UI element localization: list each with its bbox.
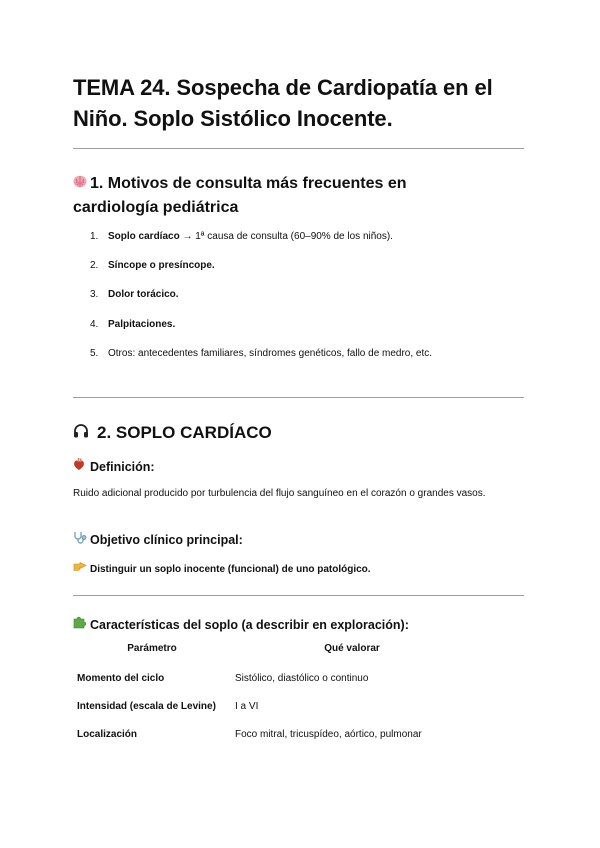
puzzle-piece-icon [73, 615, 90, 633]
table-row [73, 691, 473, 719]
page-title: TEMA 24. Sospecha de Cardiopatía en el Niño. Soplo Sistólico Inocente. [73, 75, 493, 131]
characteristics-table [73, 638, 473, 747]
reasons-list [90, 230, 432, 376]
headphones-icon [73, 421, 97, 445]
table-cell: Momento del ciclo [77, 673, 165, 684]
list-item: 1. Soplo cardíaco → 1ª causa de consulta (60–90% de los niños). [90, 231, 393, 242]
divider [73, 148, 524, 149]
section-1-heading-text: 1. Motivos de consulta más frecuentes en cardiología pediátrica [73, 175, 407, 216]
stethoscope-icon [73, 531, 90, 548]
table-cell: Localización [77, 729, 138, 740]
brain-icon [73, 172, 90, 196]
column-header: Parámetro [127, 643, 177, 654]
table-row [73, 663, 473, 691]
objective-heading [73, 531, 243, 548]
definition-heading [73, 458, 155, 475]
table-cell: Foco mitral, tricuspídeo, aórtico, pulmonar [235, 729, 422, 740]
objective-heading-text: Objetivo clínico principal: [90, 533, 243, 547]
section-2-heading [73, 421, 272, 445]
table-header-row [73, 638, 473, 663]
divider [73, 397, 524, 398]
section-1-heading [73, 172, 493, 220]
pointing-hand-icon [73, 561, 90, 575]
divider [73, 595, 524, 596]
definition-heading-text: Definición: [90, 460, 155, 474]
section-2-heading-text: 2. SOPLO CARDÍACO [97, 423, 272, 442]
objective-text-value: Distinguir un soplo inocente (funcional) de uno patológico. [90, 564, 371, 575]
list-item: 4. Palpitaciones. [90, 318, 176, 330]
column-header: Qué valorar [324, 643, 380, 654]
definition-text: Ruido adicional producido por turbulencia del flujo sanguíneo en el corazón o grandes vasos. [73, 488, 486, 499]
list-item: 5. Otros: antecedentes familiares, síndromes genéticos, fallo de medro, etc. [90, 347, 433, 359]
characteristics-heading-text: Características del soplo (a describir en exploración): [90, 618, 409, 632]
table-cell: Sistólico, diastólico o continuo [235, 673, 369, 684]
characteristics-heading [73, 615, 409, 633]
objective-text [73, 561, 371, 575]
list-item: 3. Dolor torácico. [90, 289, 179, 301]
list-item: 2. Síncope o presíncope. [90, 260, 215, 272]
table-cell: I a VI [235, 701, 259, 712]
anatomical-heart-icon [73, 458, 90, 475]
table-cell: Intensidad (escala de Levine) [77, 701, 216, 712]
table-row [73, 719, 473, 747]
